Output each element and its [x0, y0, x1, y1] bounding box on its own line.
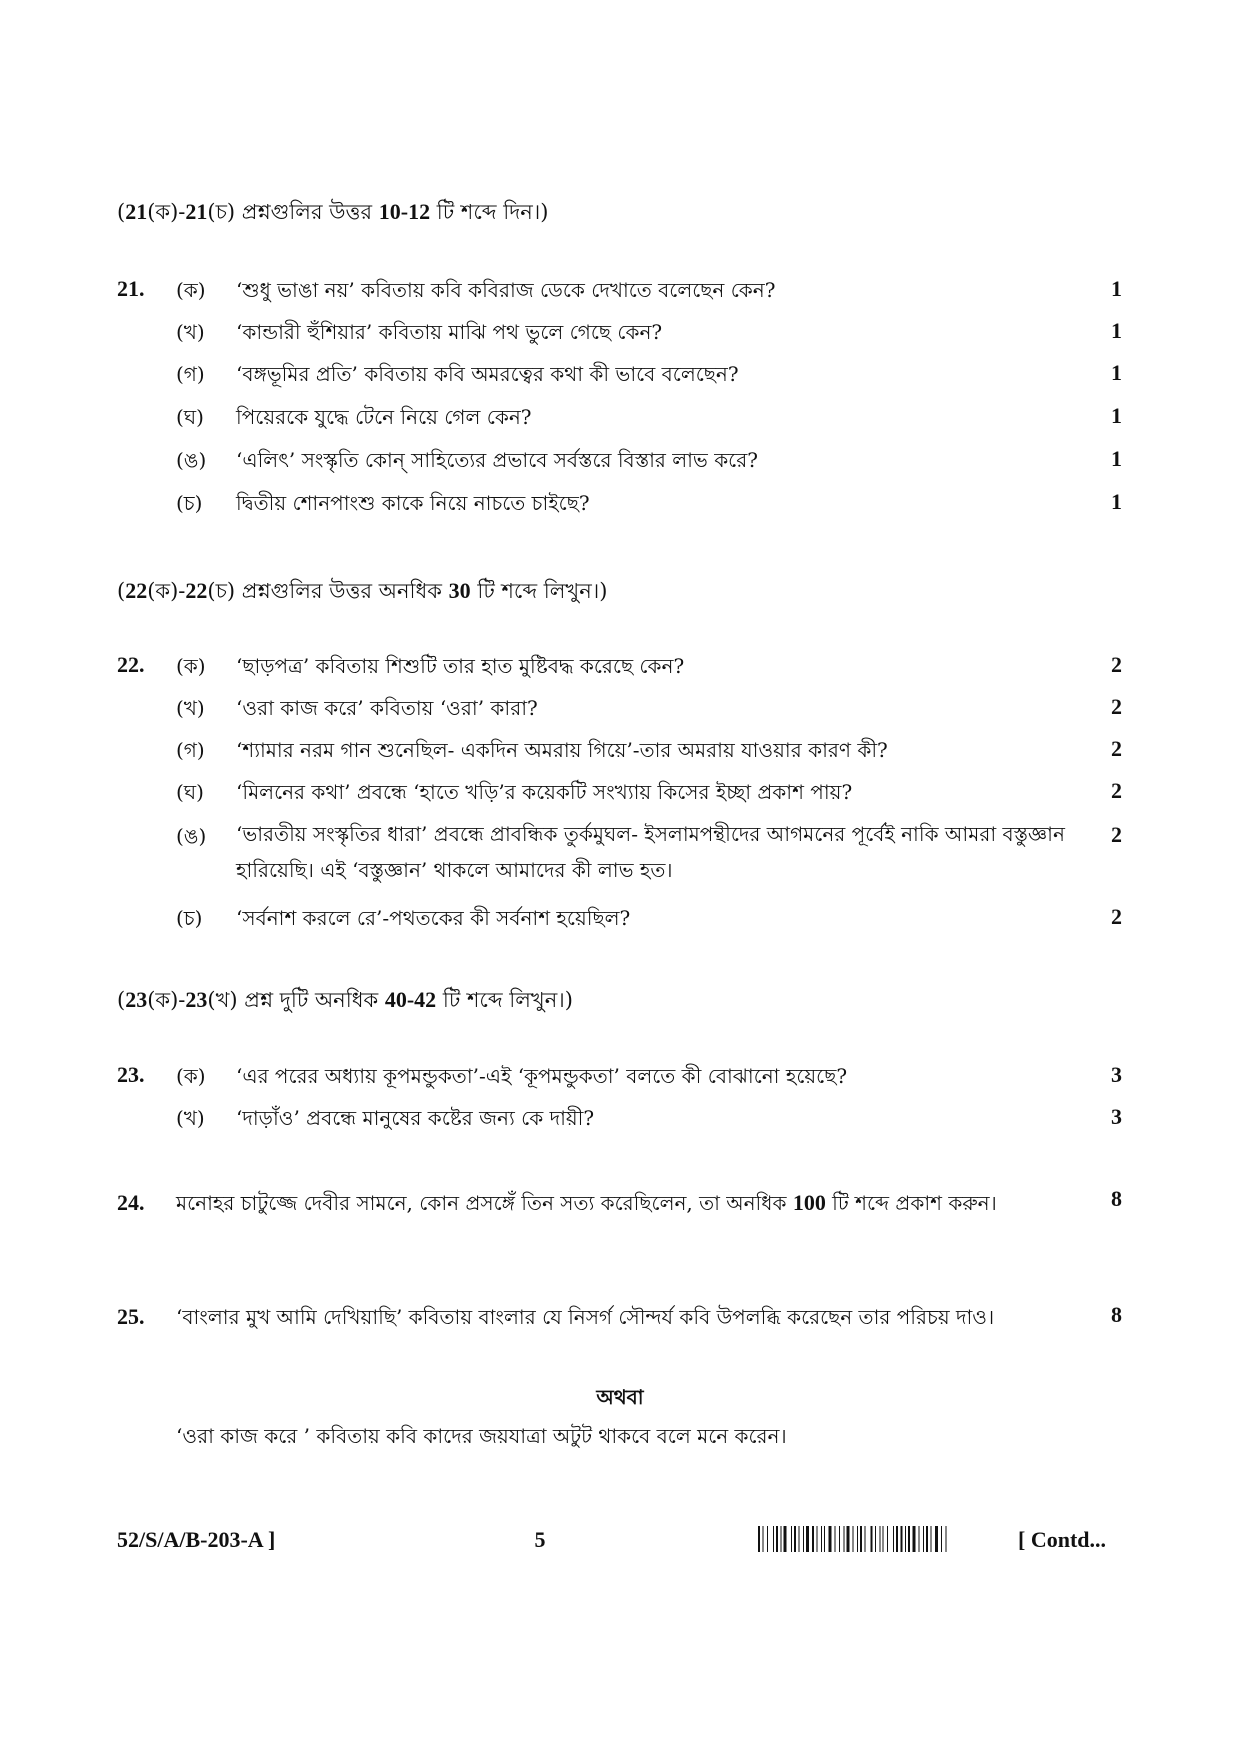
- item-text: ‘বঙ্গভূমির প্রতি’ কবিতায় কবি অমরত্বের কথা কী ভাবে বলেছেন?: [236, 362, 739, 386]
- item-label: (ঘ): [176, 780, 204, 804]
- item-text: ‘দাড়াঁও’ প্রবন্ধে মানুষের কষ্টের জন্য কে দায়ী?: [236, 1106, 595, 1130]
- item-text: ‘মিলনের কথা’ প্রবন্ধে ‘হাতে খড়ি’র কয়েকটি সংখ্যায় কিসের ইচ্ছা প্রকাশ পায়?: [236, 780, 853, 804]
- item-text: ‘কান্ডারী হুঁশিয়ার’ কবিতায় মাঝি পথ ভুলে গেছে কেন?: [236, 320, 663, 344]
- paper-code: 52/S/A/B-203-A ]: [117, 1527, 276, 1552]
- item-label: (গ): [176, 362, 205, 386]
- item-text: ‘এর পরের অধ্যায় কূপমন্ডুকতা’-এই ‘কূপমন্ডুকতা’ বলতে কী বোঝানো হয়েছে?: [236, 1064, 848, 1088]
- item-label: (ক): [176, 1064, 206, 1088]
- item-label: (খ): [176, 696, 205, 720]
- question-22-number: 22.: [117, 652, 145, 677]
- item-label: (খ): [176, 320, 205, 344]
- question-25-text: ‘বাংলার মুখ আমি দেখিয়াছি’ কবিতায় বাংলার যে নিসর্গ সৌন্দর্য কবি উপলব্ধি করেছেন তার পরিচয় দাও।: [176, 1305, 995, 1329]
- barcode: [758, 1526, 1013, 1552]
- item-label: (ঘ): [176, 405, 204, 429]
- item-text: ‘শ্যামার নরম গান শুনেছিল- একদিন অমরায় গিয়ে’-তার অমরায় যাওয়ার কারণ কী?: [236, 738, 888, 762]
- question-24-marks: 8: [1111, 1186, 1122, 1211]
- section-22-instruction: (22(ক)-22(চ) প্রশ্নগুলির উত্তর অনধিক 30 টি শব্দে লিখুন।): [117, 578, 608, 603]
- item-marks: 1: [1111, 318, 1122, 343]
- item-text: দ্বিতীয় শোনপাংশু কাকে নিয়ে নাচতে চাইছে?: [236, 491, 590, 515]
- item-text: ‘ছাড়পত্র’ কবিতায় শিশুটি তার হাত মুষ্টিবদ্ধ করেছে কেন?: [236, 654, 685, 678]
- question-25-number: 25.: [117, 1304, 145, 1329]
- question-25-marks: 8: [1111, 1302, 1122, 1327]
- item-label: (খ): [176, 1106, 205, 1130]
- item-label: (ক): [176, 278, 206, 302]
- item-text: ‘ভারতীয় সংস্কৃতির ধারা’ প্রবন্ধে প্রাবন্ধিক তুর্কমুঘল- ইসলামপন্থীদের আগমনের পূর্বেই নাকি আমরা বস্তুজ্ঞান হারিয়েছি। এই ‘বস্তুজ্ঞান’ থাকলে আমাদের কী লাভ হত।: [236, 822, 1065, 882]
- item-marks: 3: [1111, 1062, 1122, 1087]
- section-21-instruction: (21(ক)-21(চ) প্রশ্নগুলির উত্তর 10-12 টি শব্দে দিন।): [117, 199, 549, 224]
- item-label: (চ): [176, 491, 203, 515]
- item-marks: 2: [1111, 778, 1122, 803]
- item-label: (গ): [176, 738, 205, 762]
- item-marks: 1: [1111, 360, 1122, 385]
- item-marks: 1: [1111, 276, 1122, 301]
- section-23-instruction: (23(ক)-23(খ) প্রশ্ন দুটি অনধিক 40-42 টি শব্দে লিখুন।): [117, 987, 573, 1012]
- question-24-text: মনোহর চাটুজ্জে দেবীর সামনে, কোন প্রসঙ্গেঁ তিন সত্য করেছিলেন, তা অনধিক 100 টি শব্দে প্রকাশ করুন।: [176, 1190, 997, 1215]
- item-label: (ঙ): [176, 448, 207, 472]
- item-text: পিয়েরকে যুদ্ধে টেনে নিয়ে গেল কেন?: [236, 405, 532, 429]
- item-marks: 2: [1111, 652, 1122, 677]
- item-label: (চ): [176, 906, 203, 930]
- item-marks: 1: [1111, 489, 1122, 514]
- item-marks: 2: [1111, 736, 1122, 761]
- question-24-number: 24.: [117, 1190, 145, 1215]
- item-marks: 1: [1111, 403, 1122, 428]
- item-text: ‘সর্বনাশ করলে রে’-পথতকের কী সর্বনাশ হয়েছিল?: [236, 906, 631, 930]
- item-label: (ক): [176, 654, 206, 678]
- item-marks: 1: [1111, 446, 1122, 471]
- question-21-number: 21.: [117, 276, 145, 301]
- question-25-alternative: ‘ওরা কাজ করে ’ কবিতায় কবি কাদের জয়যাত্রা অটুট থাকবে বলে মনে করেন।: [176, 1424, 787, 1448]
- item-marks: 2: [1111, 904, 1122, 929]
- item-text: ‘ওরা কাজ করে’ কবিতায় ‘ওরা’ কারা?: [236, 696, 538, 720]
- question-23-number: 23.: [117, 1062, 145, 1087]
- continued-label: [ Contd...: [1018, 1527, 1107, 1552]
- item-marks: 2: [1111, 822, 1122, 847]
- item-text: ‘এলিৎ’ সংস্কৃতি কোন্ সাহিত্যের প্রভাবে সর্বস্তরে বিস্তার লাভ করে?: [236, 448, 758, 472]
- item-marks: 2: [1111, 694, 1122, 719]
- item-text: ‘শুধু ভাঙা নয়’ কবিতায় কবি কবিরাজ ডেকে দেখাতে বলেছেন কেন?: [236, 278, 776, 302]
- item-marks: 3: [1111, 1104, 1122, 1129]
- or-separator: অথবা: [596, 1385, 644, 1409]
- page-number: 5: [534, 1527, 546, 1552]
- item-label: (ঙ): [176, 824, 207, 848]
